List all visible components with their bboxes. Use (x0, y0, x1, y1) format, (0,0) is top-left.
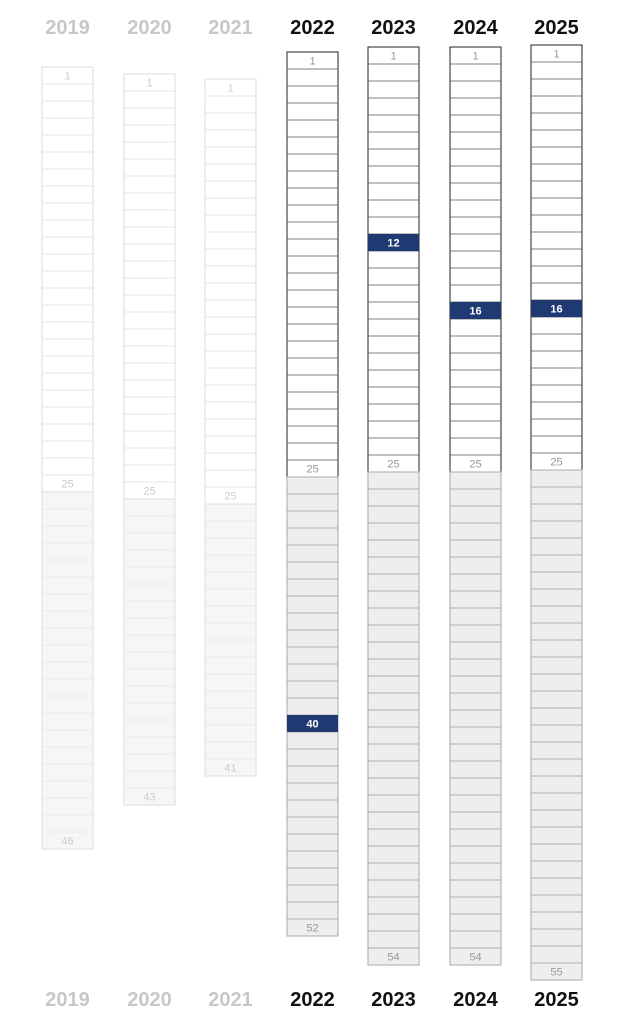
rank-label-1: 1 (64, 70, 71, 83)
column-2019 (42, 17, 93, 1011)
year-label-bottom-2020: 2020 (127, 989, 172, 1011)
lower-tier-box (42, 492, 93, 849)
year-label-top-2024: 2024 (453, 17, 498, 39)
top-tier-box (124, 74, 175, 499)
rank-label-1: 1 (553, 48, 560, 61)
year-label-top-2021: 2021 (208, 17, 253, 39)
top-tier-box (450, 47, 501, 472)
column-2025 (531, 17, 582, 1011)
top-tier-box (42, 67, 93, 492)
column-2024 (450, 17, 501, 1011)
lower-tier-box (450, 472, 501, 965)
highlight-rank-label: 16 (469, 305, 482, 318)
highlight-rank-label: 16 (550, 303, 563, 316)
rank-label-1: 1 (472, 50, 479, 63)
top-tier-box (531, 45, 582, 470)
year-label-top-2025: 2025 (534, 17, 579, 39)
lower-tier-box (287, 477, 338, 936)
year-label-bottom-2021: 2021 (208, 989, 253, 1011)
rank-label-54: 54 (387, 951, 400, 964)
top-tier-box (205, 79, 256, 504)
rank-label-25: 25 (143, 485, 156, 498)
year-label-bottom-2025: 2025 (534, 989, 579, 1011)
year-label-top-2020: 2020 (127, 17, 172, 39)
highlight-rank-label: 40 (306, 718, 319, 731)
rank-label-52: 52 (306, 922, 319, 935)
column-2023 (368, 17, 419, 1011)
rank-label-55: 55 (550, 966, 563, 979)
rank-label-46: 46 (61, 835, 74, 848)
rank-label-1: 1 (390, 50, 397, 63)
rank-label-54: 54 (469, 951, 482, 964)
rank-label-43: 43 (143, 791, 156, 804)
year-label-bottom-2019: 2019 (45, 989, 90, 1011)
top-tier-box (368, 47, 419, 472)
rank-label-25: 25 (550, 456, 563, 469)
rank-label-1: 1 (227, 82, 234, 95)
rank-label-25: 25 (61, 478, 74, 491)
year-label-top-2022: 2022 (290, 17, 335, 39)
rank-label-1: 1 (146, 77, 153, 90)
lower-tier-box (368, 472, 419, 965)
year-label-bottom-2023: 2023 (371, 989, 416, 1011)
rank-label-25: 25 (306, 463, 319, 476)
year-label-top-2023: 2023 (371, 17, 416, 39)
column-2022 (287, 17, 338, 1011)
year-label-top-2019: 2019 (45, 17, 90, 39)
rank-label-25: 25 (469, 458, 482, 471)
highlight-rank-label: 12 (387, 237, 400, 250)
year-label-bottom-2022: 2022 (290, 989, 335, 1011)
column-2020 (124, 17, 175, 1011)
rank-label-41: 41 (224, 762, 237, 775)
rank-label-1: 1 (309, 55, 316, 68)
column-2021 (205, 17, 256, 1011)
rank-label-25: 25 (387, 458, 400, 471)
top-tier-box (287, 52, 338, 477)
year-label-bottom-2024: 2024 (453, 989, 498, 1011)
rank-label-25: 25 (224, 490, 237, 503)
